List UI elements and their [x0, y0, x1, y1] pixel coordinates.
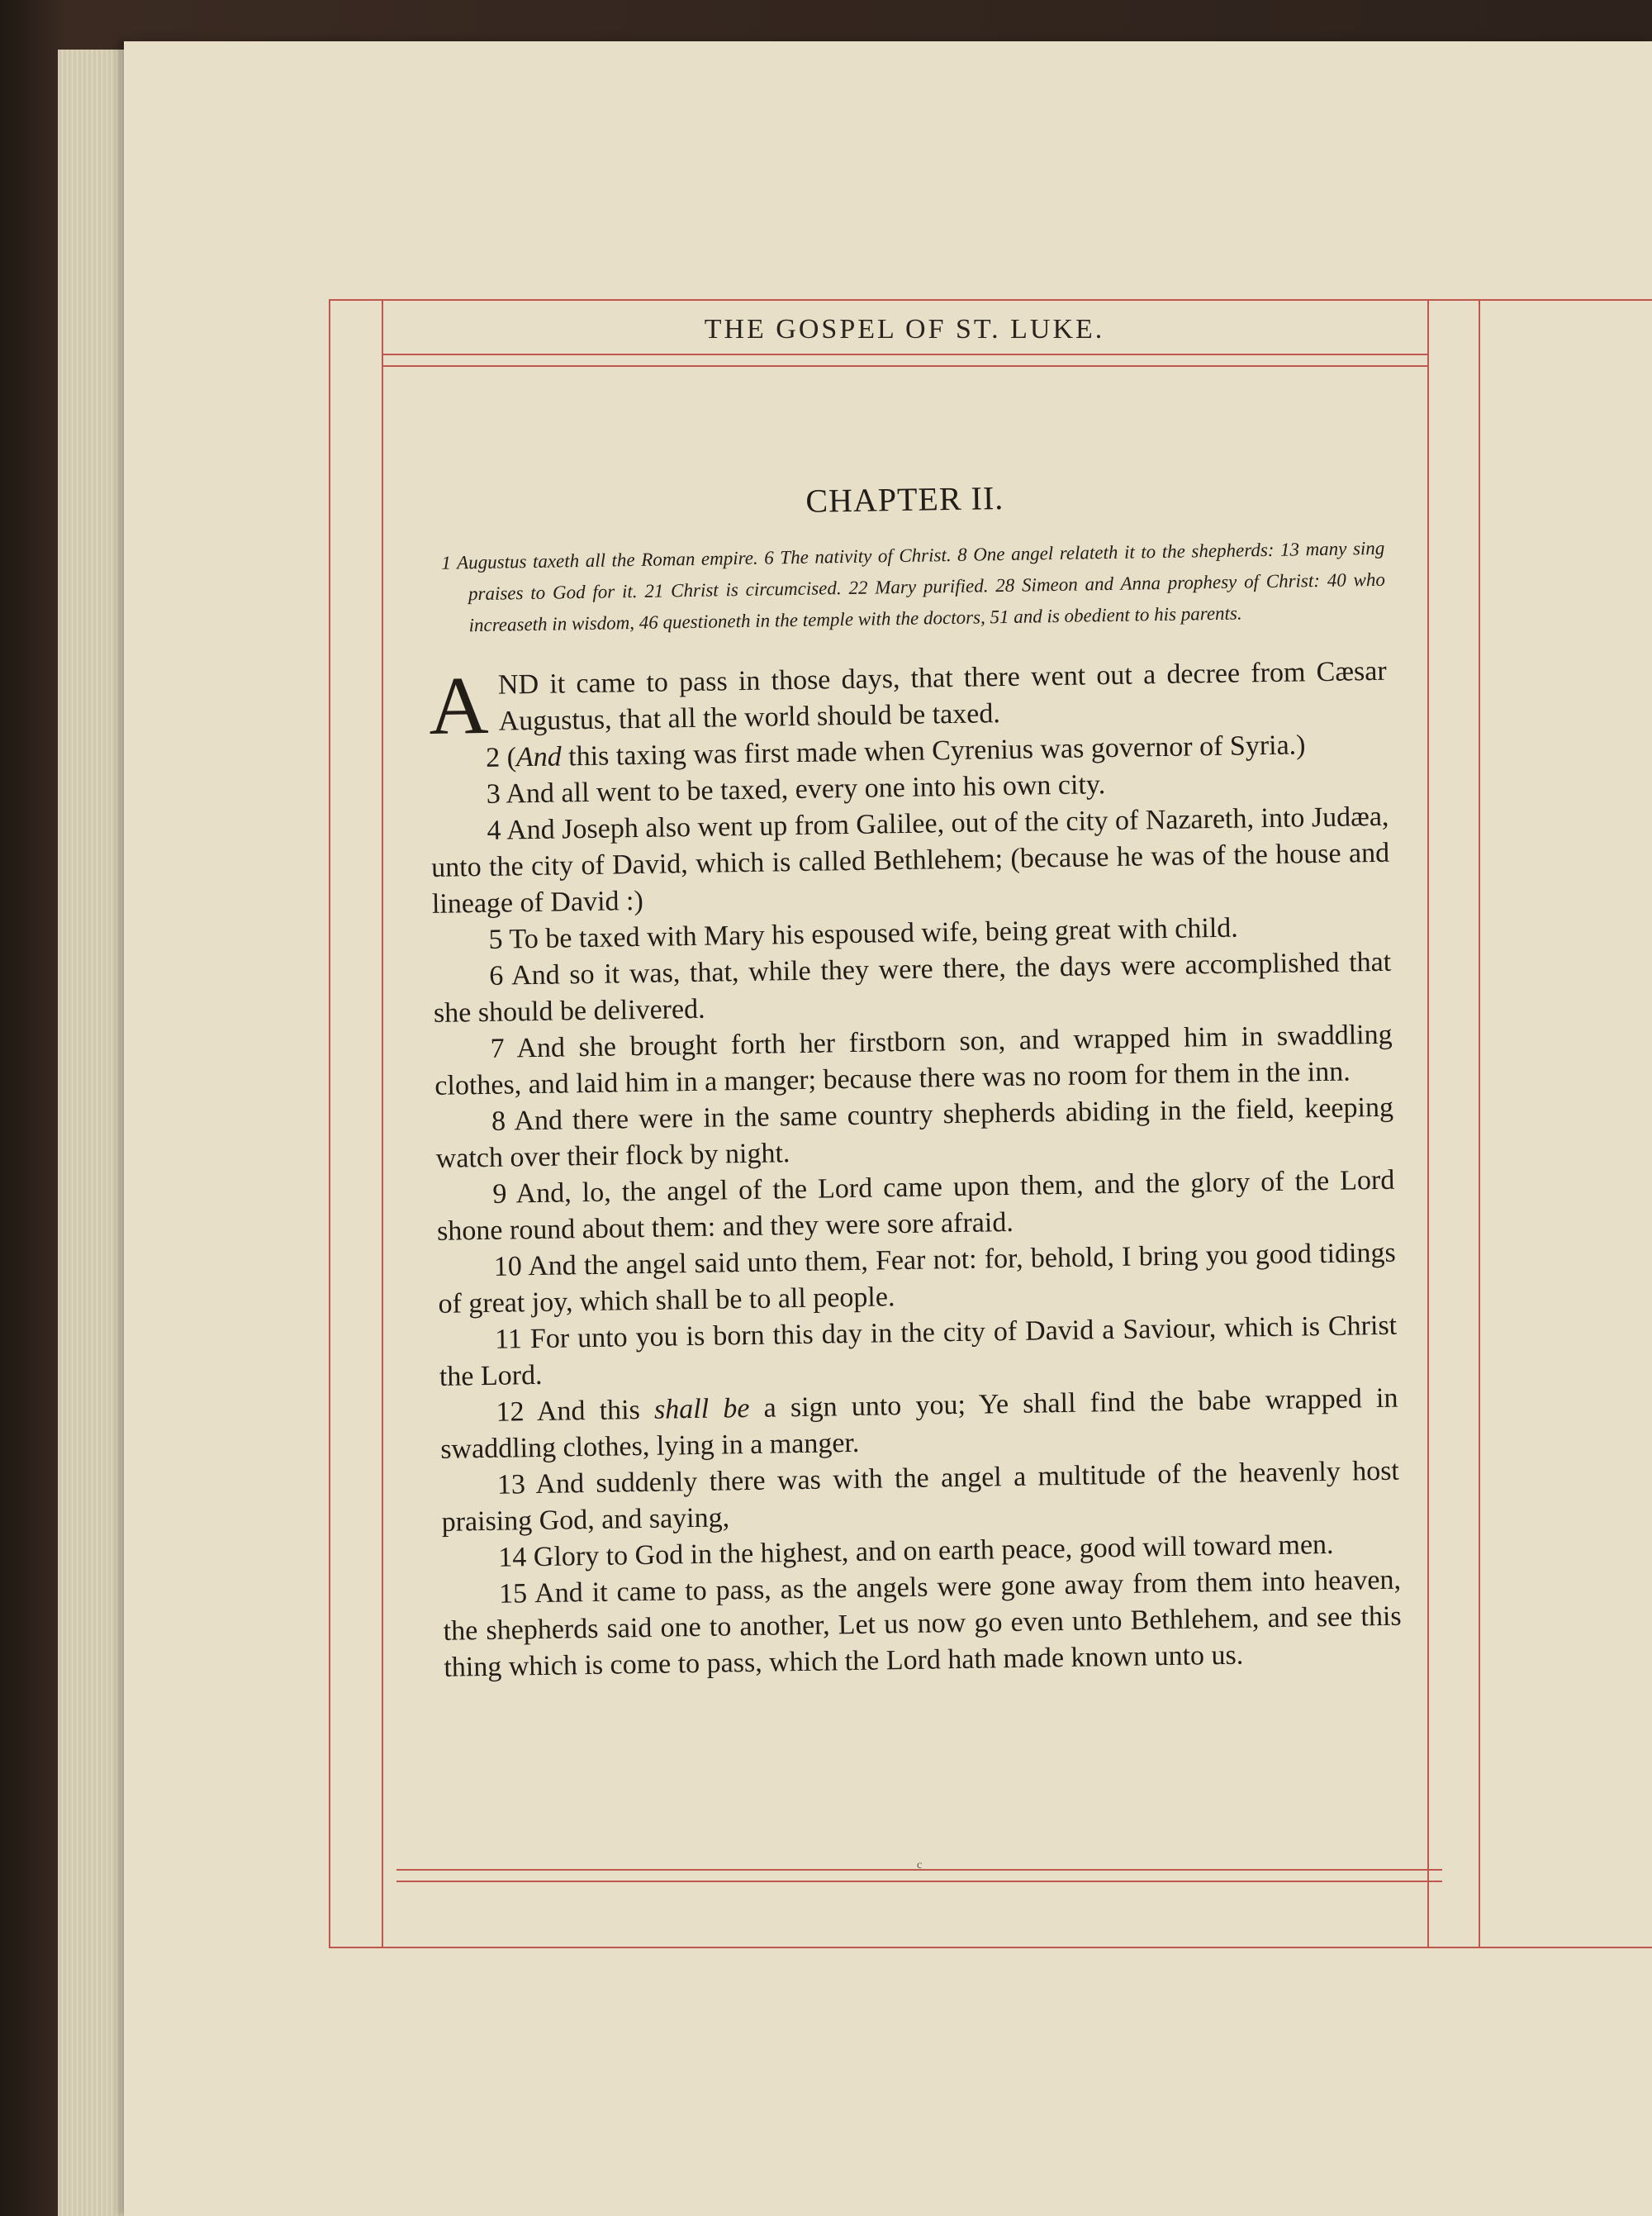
verse-italic: And [515, 741, 563, 773]
verse-number: 8 [491, 1106, 506, 1137]
verse-text: And, lo, the angel of the Lord came upon them, and the glory of the Lord shone round about them: and they were sore afraid. [436, 1164, 1395, 1247]
verse-bracket: ( [506, 742, 517, 773]
rule-margin-right [1479, 299, 1480, 1948]
verse-text: And the angel said unto them, Fear not: for, behold, I bring you good tidings of great joy, which shall be to all people. [438, 1237, 1396, 1320]
verse-number: 4 [487, 815, 501, 846]
verse-text: And Joseph also went up from Galilee, out of the city of Nazareth, into Judæa, unto the city of David, which is called Bethlehem; (because he was of the house and lineage of David :) [430, 801, 1390, 920]
verse-number: 11 [494, 1324, 523, 1355]
signature-mark: c [917, 1859, 923, 1871]
verse-number: 9 [492, 1178, 507, 1210]
verse-4 [430, 799, 1390, 923]
verse-number: 10 [493, 1251, 523, 1282]
verse-text: And suddenly there was with the angel a multitude of the heavenly host praising God, and saying, [441, 1455, 1400, 1538]
drop-cap: A [428, 659, 490, 752]
chapter-title: CHAPTER II. [805, 479, 1004, 520]
verse-text: And she brought forth her firstborn son, and wrapped him in swaddling clothes, and laid him in a manger; because there was no room for them in the inn. [434, 1019, 1393, 1101]
verse-italic: shall be [653, 1392, 750, 1425]
rule-head-top [382, 354, 1427, 355]
verse-15 [443, 1562, 1403, 1686]
verse-text: And it came to pass, as the angels were gone away from them into heaven, the shepherds said one to another, Let us now go even unto Bethlehem, and see this thing which is come to pass, which the Lord hath made known unto us. [443, 1564, 1402, 1683]
verse-number: 15 [498, 1578, 528, 1610]
verse-text-pre: And this [536, 1394, 655, 1428]
verse-number: 12 [496, 1396, 525, 1428]
verse-text: And all went to be taxed, every one into his own city. [506, 769, 1106, 810]
verse-text: ND it came to pass in those days, that there went out a decree from Cæsar Augustus, that all the world should be taxed. [497, 655, 1387, 737]
verse-text: Glory to God in the highest, and on earth peace, good will toward men. [533, 1529, 1334, 1573]
verse-text: And so it was, that, while they were there, the days were accomplished that she should be delivered. [433, 946, 1392, 1029]
chapter-summary: 1 Augustus taxeth all the Roman empire. 6 The nativity of Christ. 8 One angel relateth it to the shepherds: 13 many sing praises to God for it. 21 Christ is circumcised. 22 Mary purified. 28 Simeon and Anna prophesy of Christ: 40 who increaseth in wisdom, 46 questioneth in the temple with the doctors, 51 and is obedient to his parents. [441, 537, 1386, 636]
verse-number: 6 [489, 960, 504, 991]
verse-text: this taxing was first made when Cyrenius was governor of Syria.) [561, 730, 1306, 773]
verse-text: For unto you is born this day in the city of David a Saviour, which is Christ the Lord. [439, 1310, 1398, 1392]
verses [428, 654, 1402, 1686]
rule-inner-left [382, 299, 383, 1948]
verse-number: 14 [498, 1542, 527, 1573]
verse-number: 3 [486, 778, 501, 810]
rule-head-bottom [382, 365, 1427, 367]
running-head: THE GOSPEL OF ST. LUKE. [704, 314, 1105, 345]
verse-number: 5 [488, 924, 503, 955]
verse-text: To be taxed with Mary his espoused wife, being great with child. [509, 912, 1239, 955]
text-block [425, 473, 1403, 1686]
verse-number: 13 [496, 1469, 526, 1500]
verse-text: And there were in the same country shepherds abiding in the field, keeping watch over their flock by night. [435, 1091, 1394, 1174]
verse-number: 2 [485, 742, 501, 773]
verse-text: a sign unto you; Ye shall find the babe wrapped in swaddling clothes, lying in a manger. [440, 1382, 1398, 1465]
verse-number: 7 [490, 1033, 505, 1064]
rule-foot-bottom [396, 1881, 1442, 1882]
rule-inner-right [1427, 299, 1429, 1948]
